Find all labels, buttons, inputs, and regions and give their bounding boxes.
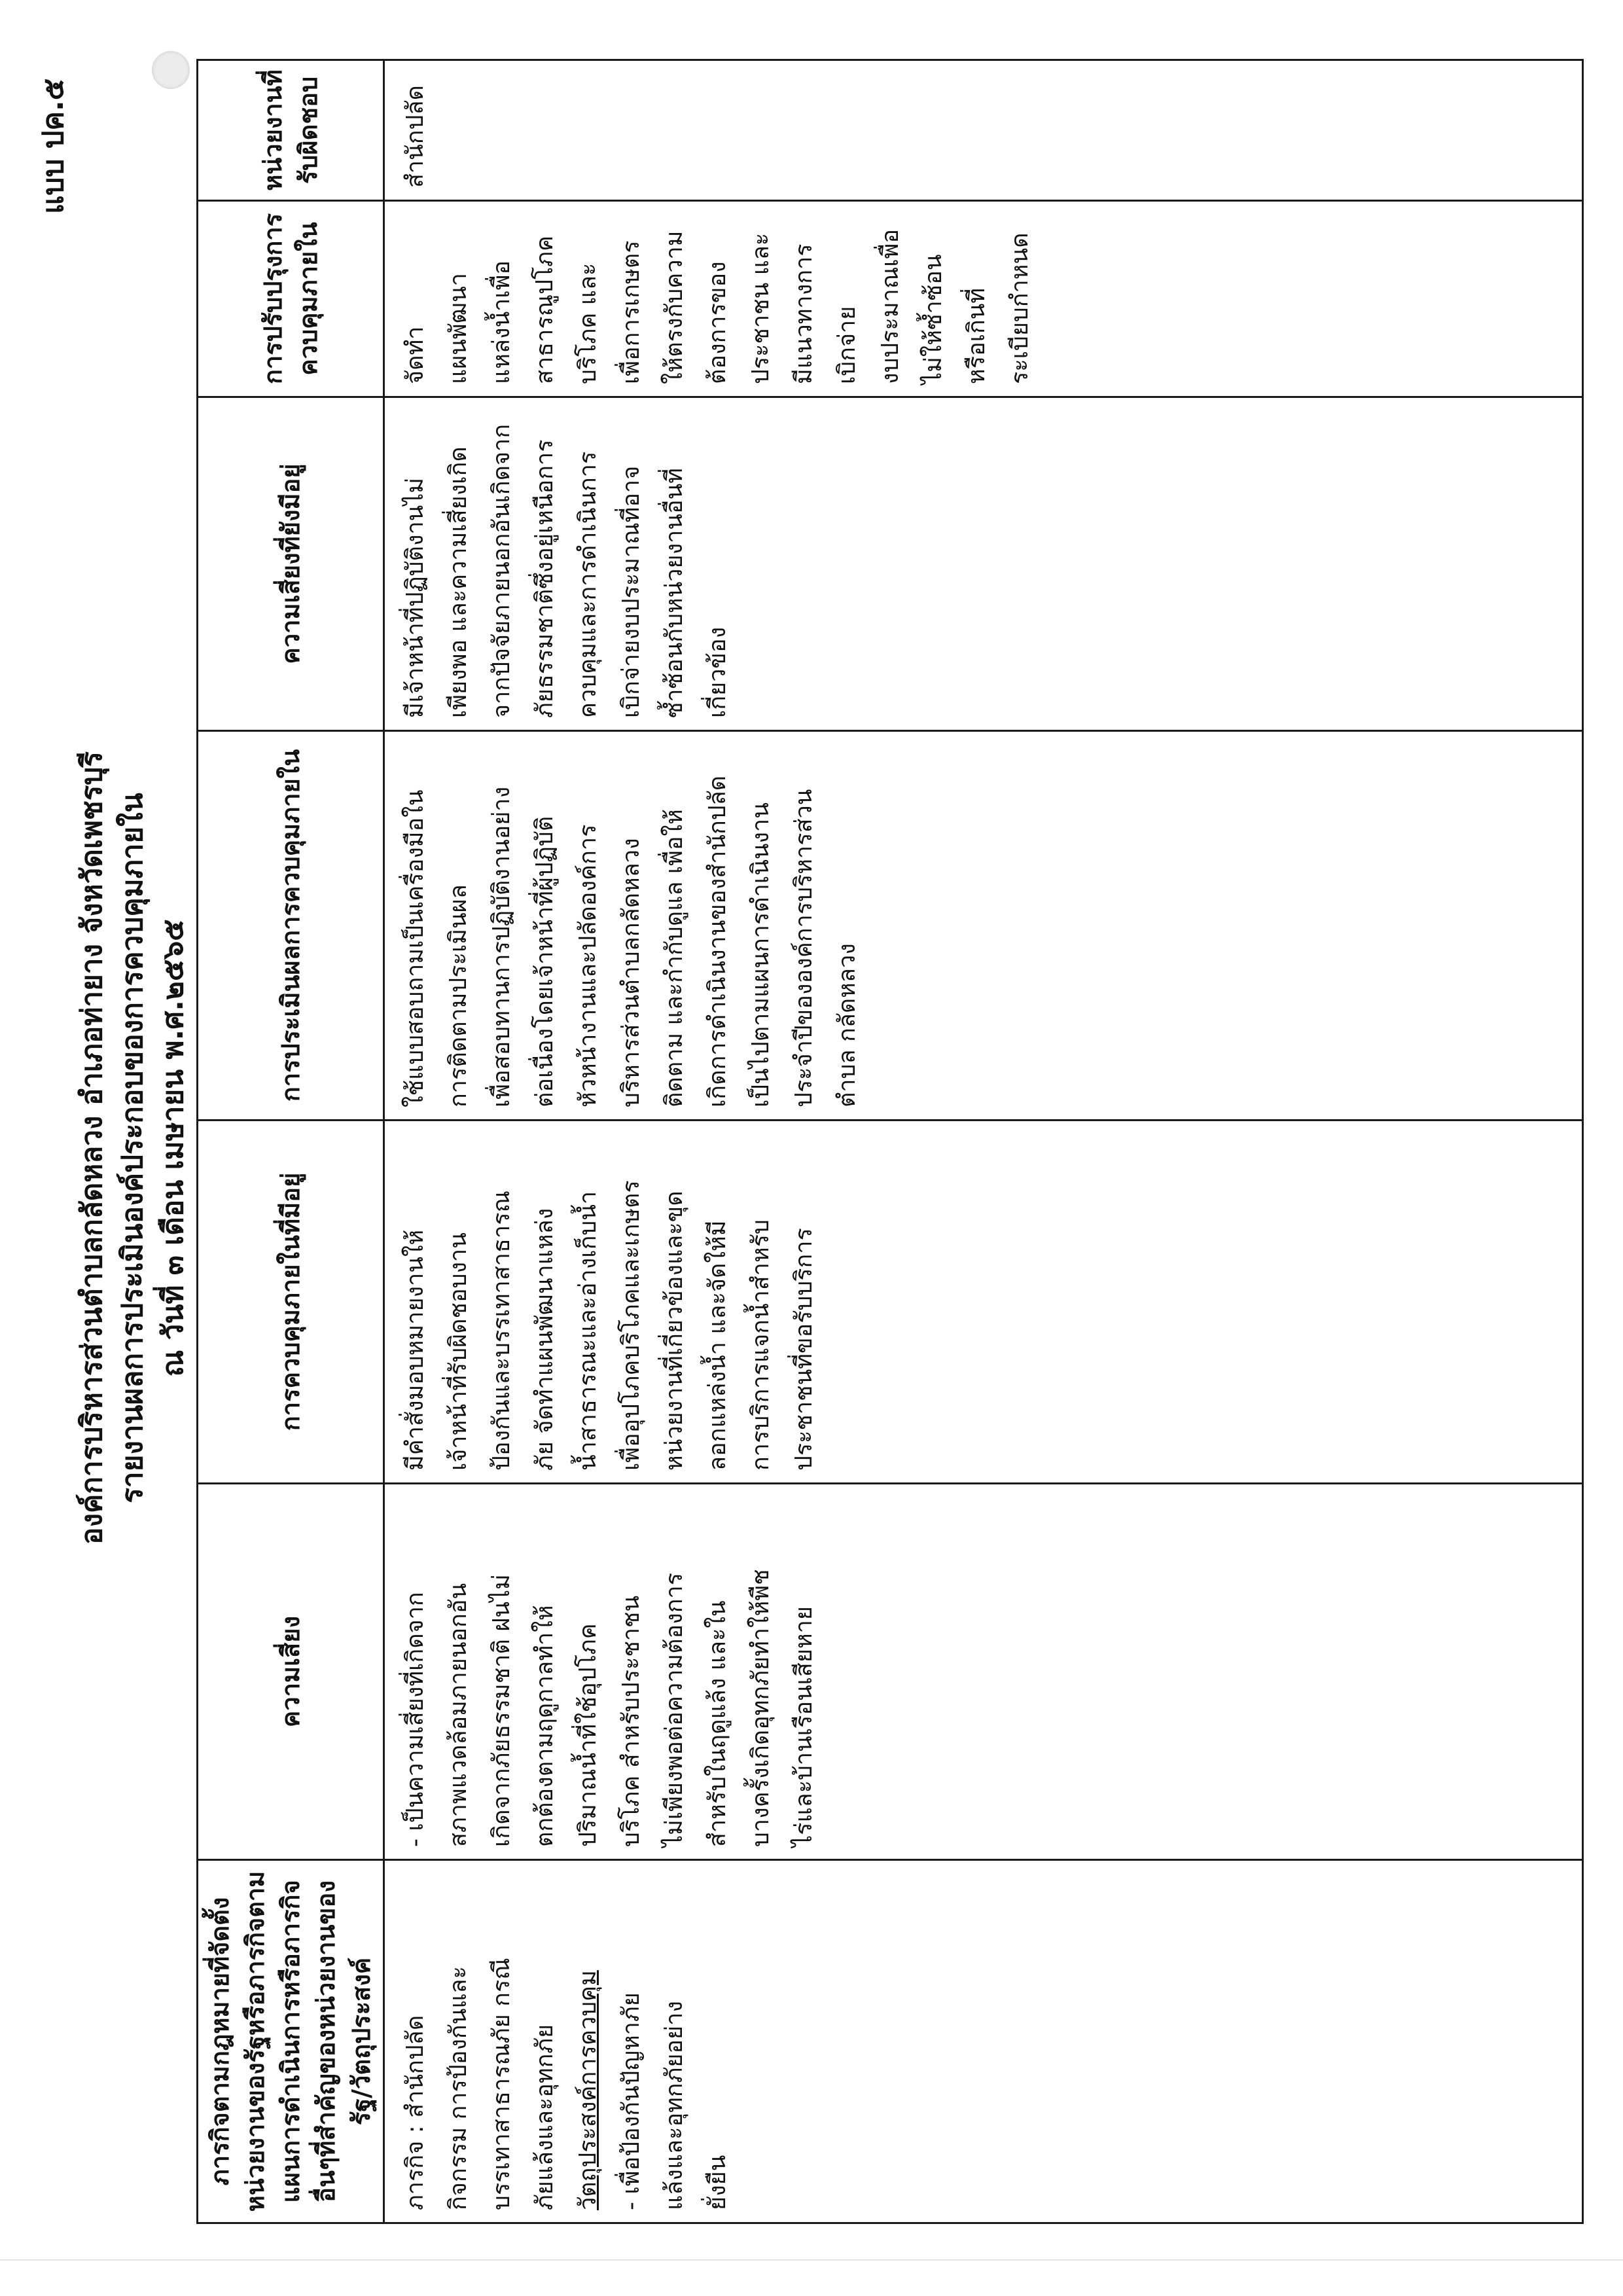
improvement-line: บริโภค และ [575, 262, 601, 384]
assessment-line: ต่อเนื่องโดยเจ้าหน้าที่ผู้ปฏิบัติ [531, 816, 558, 1107]
cell-assessment [384, 731, 1583, 1121]
assessment-line: เกิดการดำเนินงานของสำนักปลัด [704, 775, 731, 1107]
risk-line: เกิดจากภัยธรรมชาติ ฝนไม่ [488, 1574, 515, 1847]
existing-line: หน่วยงานที่เกี่ยวข้องและขุด [661, 1191, 688, 1471]
mission-line: กิจกรรม การป้องกันและ [445, 1966, 472, 2210]
assessment-line: เป็นไปตามแผนการดำเนินงาน [747, 802, 774, 1107]
risk-line: บางครั้งเกิดอุทกภัยทำให้พืช [747, 1569, 774, 1847]
remaining-line: เกี่ยวข้อง [704, 626, 731, 718]
improvement-line: หรือเกินที่ [963, 287, 990, 384]
remaining-line: ภัยธรรมชาติซึ่งอยู่เหนือการ [531, 439, 558, 718]
improvement-line: จัดทำ [402, 326, 429, 384]
remaining-line: ซ้ำซ้อนกับหน่วยงานอื่นที่ [661, 468, 688, 718]
report-date: ณ วันที่ ๓ เดือน เมษายน พ.ศ.๒๕๖๕ [156, 919, 190, 1377]
risk-line: ตกต้องตามฤดูกาลทำให้ [531, 1605, 558, 1847]
mission-line: ภารกิจ : สำนักปลัด [402, 2015, 429, 2210]
remaining-line: มีเจ้าหน้าที่ปฏิบัติงานไม่ [402, 477, 429, 718]
assessment-line: ใช้แบบสอบถามเป็นเครื่องมือใน [402, 789, 429, 1107]
mission-line: แล้งและอุทกภัยอย่าง [661, 2001, 688, 2210]
improvement-line: ให้ตรงกับความ [661, 230, 688, 384]
mission-line: ภัยแล้งและอุทกภัย [531, 2024, 558, 2210]
improvement-line: ไม่ให้ซ้ำซ้อน [920, 254, 947, 384]
remaining-line: ควบคุมและการดำเนินการ [575, 451, 601, 718]
form-number: แบบ ปค.๕ [37, 79, 70, 214]
risk-line: ไร่และบ้านเรือนเสียหาย [791, 1606, 817, 1847]
improvement-line: สาธารณูปโภค [531, 235, 558, 384]
header-remaining-risk: ความเสี่ยงที่ยังมีอยู่ [198, 397, 384, 731]
risk-line: ไม่เพียงพอต่อความต้องการ [661, 1572, 688, 1847]
assessment-line: ติดตาม และกำกับดูแล เพื่อให้ [661, 809, 688, 1107]
header-assessment: การประเมินผลการควบคุมภายใน [198, 731, 384, 1121]
table-row [384, 60, 1583, 2223]
remaining-line: เพียงพอ และความเสี่ยงเกิด [445, 446, 472, 718]
report-title: รายงานผลการประเมินองค์ประกอบของการควบคุมภายใน [116, 793, 149, 1503]
cell-existing-control [384, 1121, 1583, 1484]
improvement-line: เพื่อการเกษตร [618, 240, 645, 384]
existing-line: ประชาชนที่ขอรับบริการ [791, 1228, 817, 1471]
cell-risk [384, 1484, 1583, 1860]
existing-line: เพื่ออุปโภคบริโภคและเกษตร [618, 1180, 645, 1471]
improvement-line: ประชาชน และ [747, 232, 774, 384]
improvement-line: มีแนวทางการ [791, 243, 817, 384]
existing-line: น้ำสาธารณะและอ่างเก็บน้ำ [575, 1191, 601, 1471]
header-improvement: การปรับปรุงการควบคุมภายใน [198, 201, 384, 397]
table-header-row [198, 60, 384, 2223]
responsible-line: สำนักปลัด [402, 85, 429, 188]
existing-line: เจ้าหน้าที่รับผิดชอบงาน [445, 1232, 472, 1471]
improvement-line: ระเบียบกำหนด [1007, 232, 1033, 384]
risk-line: บริโภค สำหรับประชาชน [618, 1595, 645, 1847]
assessment-line: ประจำปีขององค์การบริหารส่วน [791, 789, 817, 1107]
mission-line: - เพื่อป้องกันปัญหาภัย [618, 1992, 645, 2210]
improvement-line: ต้องการของ [704, 261, 731, 384]
mission-line: บรรเทาสาธารณภัย กรณี [488, 1958, 515, 2210]
existing-line: ป้องกันและบรรเทาสาธารณ [488, 1191, 515, 1471]
document-header [72, 0, 194, 2296]
risk-line: ปริมาณน้ำที่ใช้อุปโภค [575, 1623, 601, 1847]
risk-line: สภาพแวดล้อมภายนอกอัน [445, 1583, 472, 1847]
organization-title: องค์การบริหารส่วนตำบลกลัดหลวง อำเภอท่ายาง จังหวัดเพชรบุรี [75, 751, 109, 1545]
assessment-line: ตำบล กลัดหลวง [834, 943, 861, 1107]
header-existing-control: การควบคุมภายในที่มีอยู่ [198, 1121, 384, 1484]
assessment-line: หัวหน้างานและปลัดองค์การ [575, 824, 601, 1107]
existing-line: ลอกแหล่งน้ำ และจัดให้มี [704, 1220, 731, 1471]
cell-responsible-unit [384, 60, 1583, 201]
cell-mission [384, 1860, 1583, 2223]
mission-line: ยั่งยืน [704, 2155, 731, 2210]
internal-control-table [196, 59, 1584, 2224]
assessment-line: เพื่อสอบทานการปฏิบัติงานอย่าง [488, 786, 515, 1107]
header-mission: ภารกิจตามกฎหมายที่จัดตั้งหน่วยงานของรัฐหรือภารกิจตามแผนการดำเนินการหรือภารกิจอื่นๆที่สำคัญของหน่วยงานของรัฐ/วัตถุประสงค์ [198, 1860, 384, 2223]
header-risk: ความเสี่ยง [198, 1484, 384, 1860]
remaining-line: จากปัจจัยภายนอกอันเกิดจาก [488, 423, 515, 718]
risk-line: สำหรับในฤดูแล้ง และใน [704, 1600, 731, 1847]
risk-line: - เป็นความเสี่ยงที่เกิดจาก [402, 1592, 429, 1847]
improvement-line: แผนพัฒนา [445, 273, 472, 384]
existing-line: ภัย จัดทำแผนพัฒนาแหล่ง [531, 1208, 558, 1471]
remaining-line: เบิกจ่ายงบประมาณที่อาจ [618, 465, 645, 718]
cell-remaining-risk [384, 397, 1583, 731]
assessment-line: บริหารส่วนตำบลกลัดหลวง [618, 838, 645, 1107]
header-responsible-unit: หน่วยงานที่รับผิดชอบ [198, 60, 384, 201]
objective-heading: วัตถุประสงค์การควบคุม [575, 1970, 601, 2210]
existing-line: การบริการแจกน้ำสำหรับ [747, 1219, 774, 1471]
improvement-line: เบิกจ่าย [834, 306, 861, 384]
assessment-line: การติดตามประเมินผล [445, 884, 472, 1107]
improvement-line: งบประมาณเพื่อ [877, 229, 904, 384]
improvement-line: แหล่งน้ำเพื่อ [488, 260, 515, 384]
cell-improvement [384, 201, 1583, 397]
existing-line: มีคำสั่งมอบหมายงานให้ [402, 1229, 429, 1471]
